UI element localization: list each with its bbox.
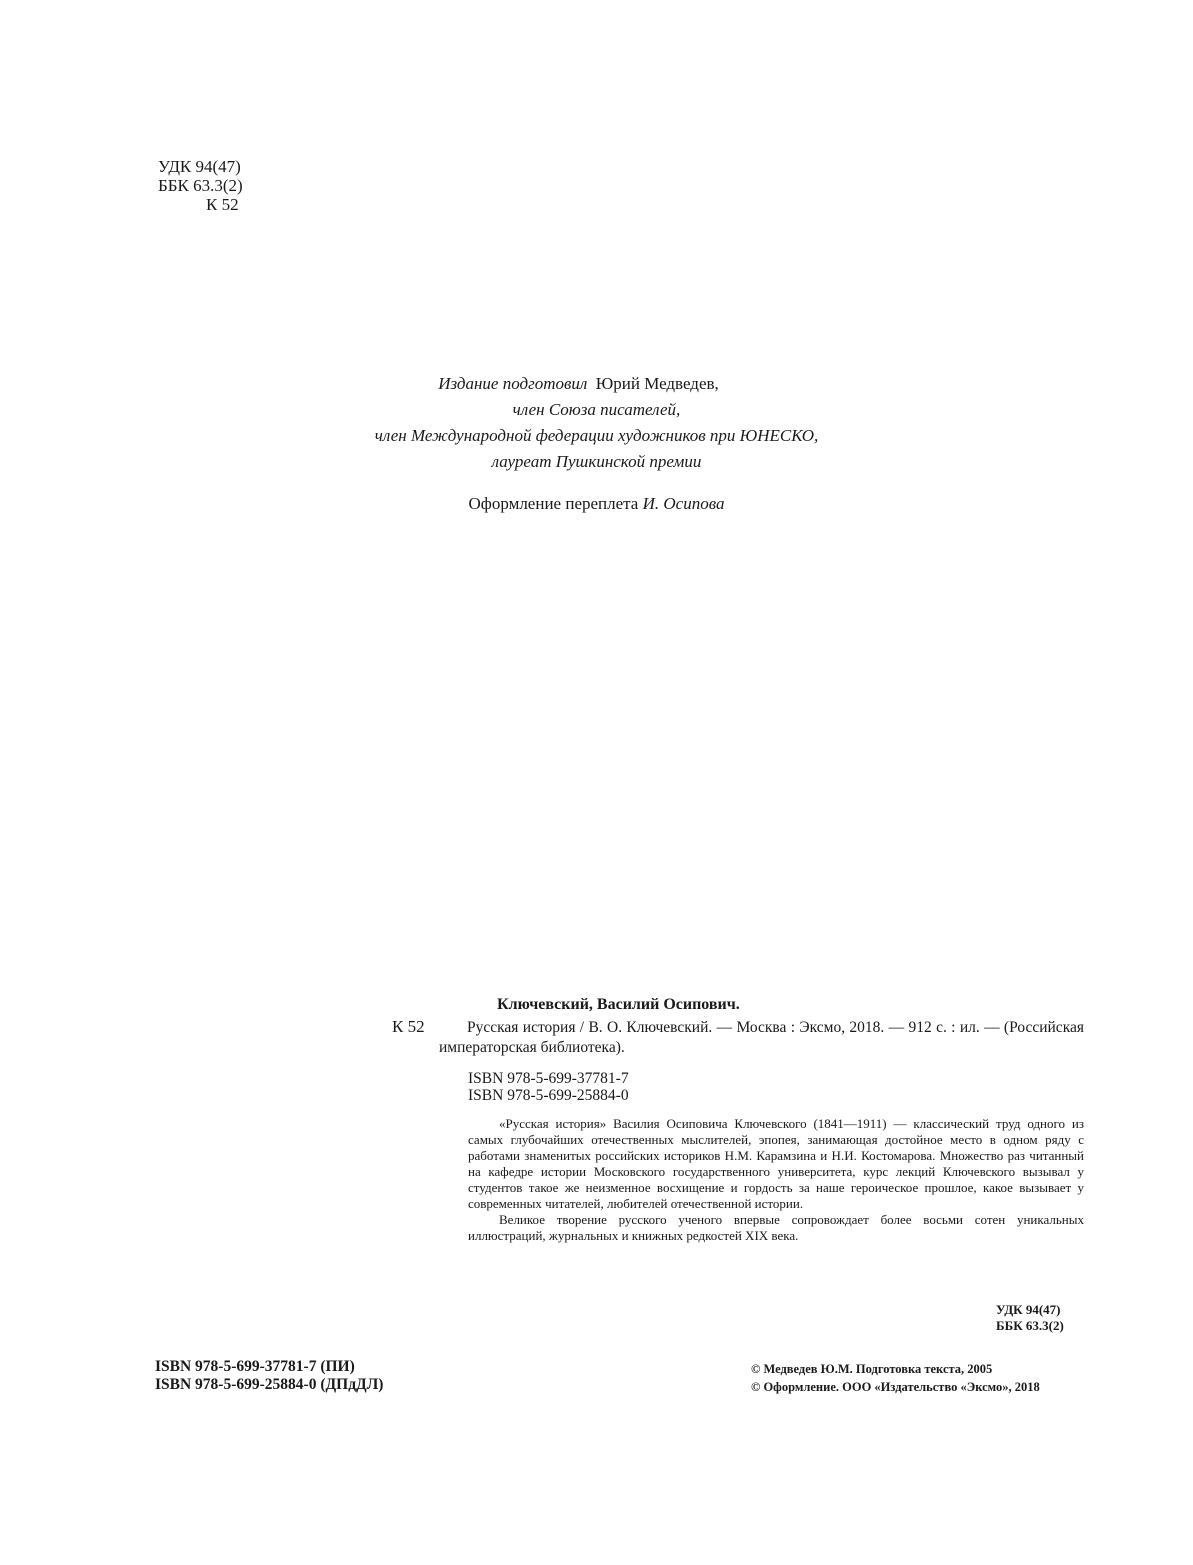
role-line [0,397,1193,423]
copyright-line: © Медведев Ю.М. Подготовка текста, 2005 [751,1362,993,1376]
isbn-block [155,1358,383,1394]
isbn-line: ISBN 978-5-699-37781-7 (ПИ) [155,1358,355,1375]
prepared-label: Издание подготовил [438,374,588,393]
credits-block [0,371,1193,517]
cover-label: Оформление переплета [468,494,639,513]
card-isbn-list [468,1070,629,1104]
card-annotation [468,1116,1084,1244]
role-pushkin-prize: лауреат Пушкинской премии [491,452,702,471]
copyright-line: © Оформление. ООО «Издательство «Эксмо», 2018 [751,1380,1040,1394]
card-description [439,1018,1084,1058]
role-line [0,449,1193,475]
copyright-block [751,1360,1040,1396]
card-isbn: ISBN 978-5-699-25884-0 [468,1087,629,1104]
card-description-text: Русская история / В. О. Ключевский. — Москва : Эксмо, 2018. — 912 с. : ил. — (Российская императорская библиотека). [439,1019,1084,1056]
card-isbn: ISBN 978-5-699-37781-7 [468,1070,629,1087]
annotation-paragraph: Великое творение русского ученого впервые сопровождает более восьми сотен уникальных иллюстраций, журнальных и книжных редкостей XIX века. [468,1212,1084,1243]
card-classification [996,1302,1064,1334]
card-udk: УДК 94(47) [996,1302,1061,1317]
role-unesco: член Международной федерации художников при ЮНЕСКО, [374,426,819,445]
annotation-paragraph: «Русская история» Василия Осиповича Ключевского (1841—1911) — классический труд одного из самых глубочайших отечественных мыслителей, эпопея, занимающая достойное место в одном ряду с работами знаменитых российских историков Н.М. Карамзина и Н.И. Костомарова. Множество раз читанный на кафедре истории Московского государственного университета, курс лекций Ключевского вызывал у студентов такое же неизменное восхищение и гордость за наше героическое прошлое, какое вызывает у современных читателей, любителей отечественной истории. [468,1116,1084,1211]
isbn-line: ISBN 978-5-699-25884-0 (ДПдДЛ) [155,1376,384,1393]
prepared-name: Юрий Медведев, [595,374,719,393]
classification-top [158,157,243,214]
prepared-by-line [0,371,1193,397]
role-writers-union: член Союза писателей, [512,400,681,419]
cover-designer: И. Осипова [642,494,725,513]
card-code: К 52 [392,1017,425,1036]
role-line [0,423,1193,449]
card-author: Ключевский, Василий Осипович. [497,996,740,1013]
author-mark: К 52 [206,195,239,214]
card-bbk: ББК 63.3(2) [996,1318,1064,1333]
cover-design-line [0,491,1193,517]
udk-code: УДК 94(47) [158,157,241,176]
bbk-code: ББК 63.3(2) [158,176,243,195]
